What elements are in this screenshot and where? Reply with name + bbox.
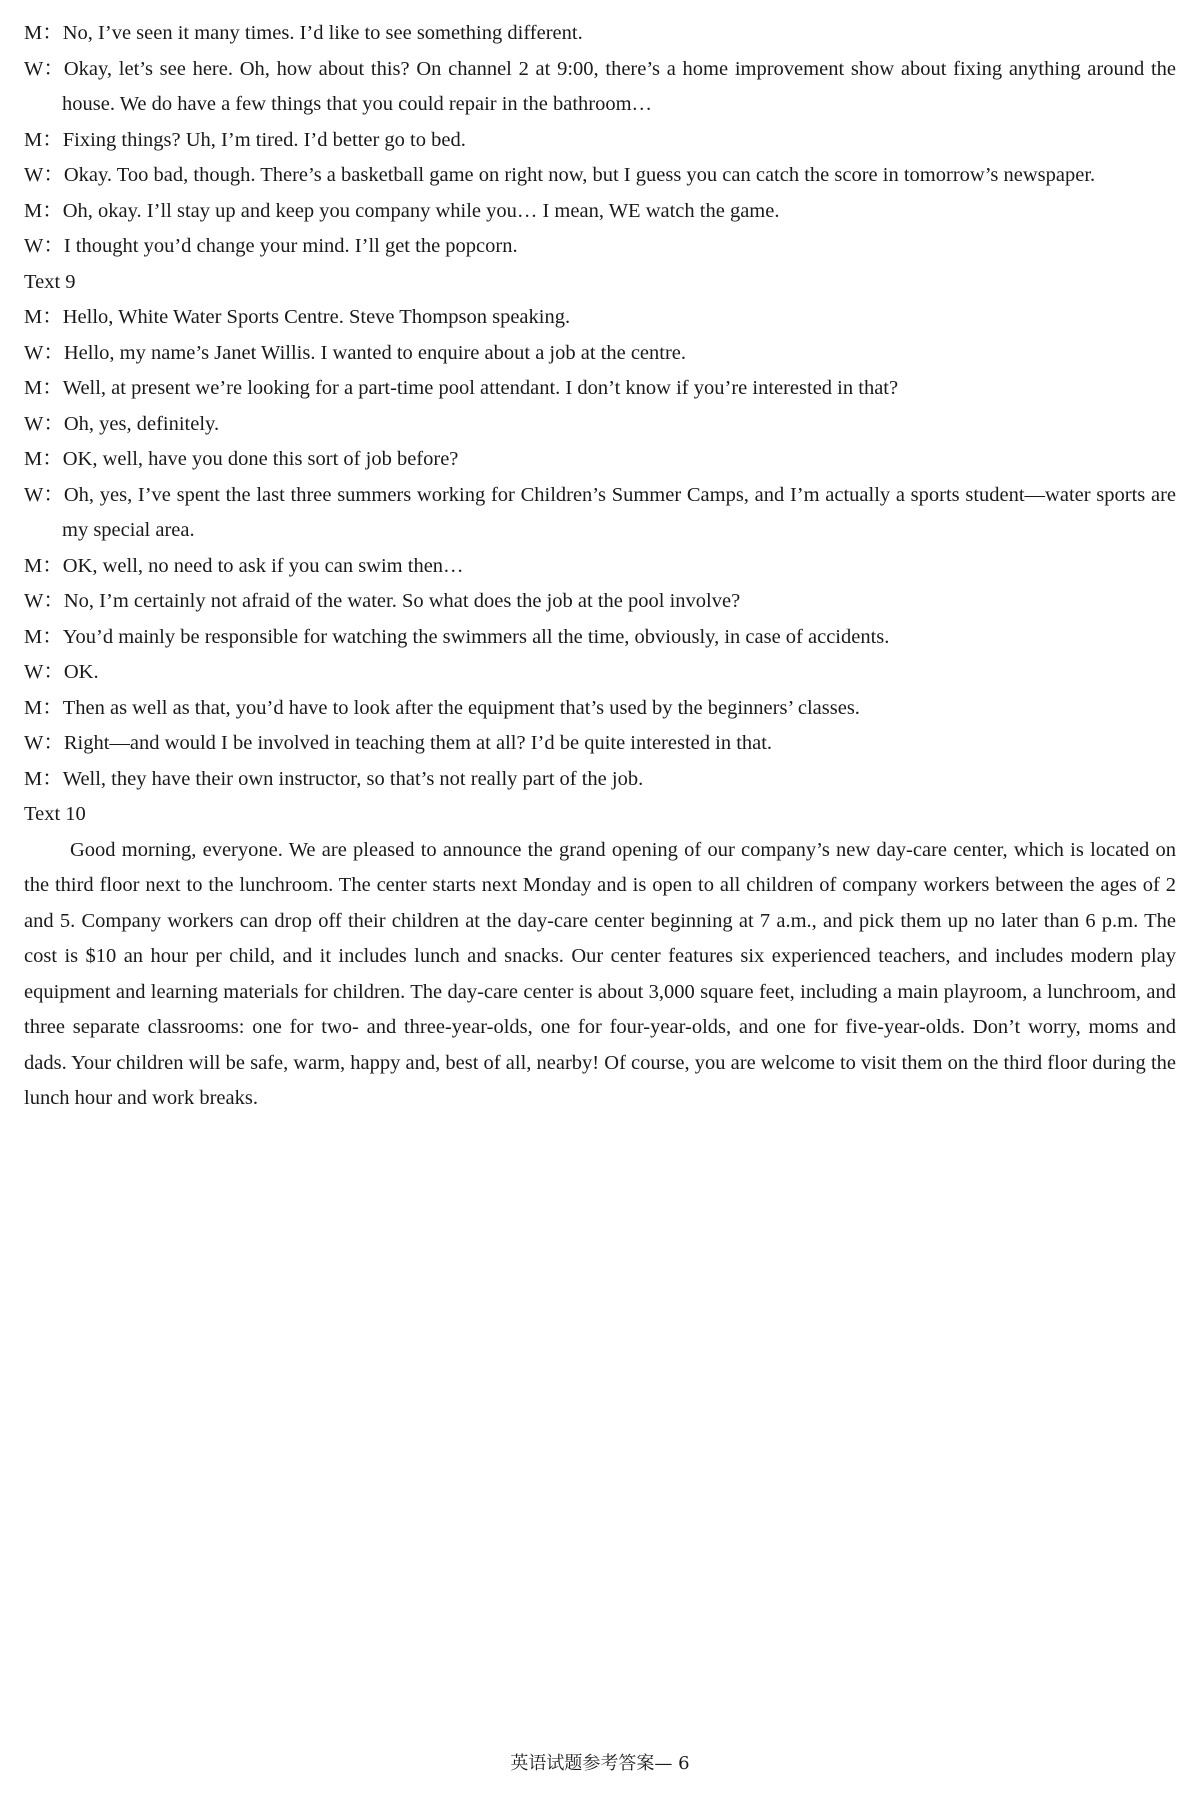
text9-heading: Text 9 [24, 270, 76, 293]
dialogue-line [24, 229, 1176, 265]
dialogue-line [24, 336, 1176, 372]
speaker-label: W： [24, 732, 64, 754]
dialogue-a [24, 16, 1176, 265]
page-content [24, 16, 1176, 1117]
dialogue-text: Hello, my name’s Janet Willis. I wanted to enquire about a job at the centre. [63, 341, 687, 364]
speaker-label: M： [24, 128, 63, 151]
dialogue-text: Okay. Too bad, though. There’s a basketball game on right now, but I guess you can catch the score in tomorrow’s newspaper. [63, 164, 1096, 186]
speaker-label: M： [24, 377, 63, 399]
dialogue-line [24, 726, 1176, 762]
text10-paragraph: Good morning, everyone. We are pleased to announce the grand opening of our company’s new day-care center, which is located on the third floor next to the lunchroom. The center starts next Monday and is open to all children of company workers between the ages of 2 and 5. Company workers can drop off their children at the day-care center beginning at 7 a.m., and pick them up no later than 6 p.m. The cost is $10 an hour per child, and it includes lunch and snacks. Our center features six experienced teachers, and includes modern play equipment and learning materials for children. The day-care center is about 3,000 square feet, including a main playroom, a lunchroom, and three separate classrooms: one for two- and three-year-olds, one for four-year-olds, and one for five-year-olds. Don’t worry, moms and dads. Your children will be safe, warm, happy and, best of all, nearby! Of course, you are welcome to visit them on the third floor during the lunch hour and work breaks. [24, 838, 1176, 1109]
dialogue-line [24, 407, 1176, 443]
speaker-label: W： [24, 590, 64, 612]
text10-heading: Text 10 [24, 803, 86, 825]
dialogue-text: OK. [63, 661, 99, 683]
dialogue-line [24, 52, 1176, 123]
speaker-label: W： [24, 661, 64, 683]
dialogue-text: Then as well as that, you’d have to look after the equipment that’s used by the beginners’ classes. [62, 696, 860, 719]
dialogue-text: Right—and would I be involved in teaching them at all? I’d be quite interested in that. [63, 732, 773, 754]
dialogue-text: OK, well, no need to ask if you can swim then… [62, 554, 464, 577]
speaker-label: W： [24, 164, 64, 186]
dialogue-line [24, 478, 1176, 549]
speaker-label: W： [24, 57, 64, 80]
dialogue-line [24, 158, 1176, 194]
page-footer: 英语试题参考答案— 6 [510, 1753, 690, 1774]
speaker-label: M： [24, 448, 63, 470]
dialogue-line [24, 123, 1176, 159]
dialogue-text: I thought you’d change your mind. I’ll get the popcorn. [63, 235, 518, 257]
dialogue-text: Oh, yes, I’ve spent the last three summers working for Children’s Summer Camps, and I’m actually a sports student—water sports are my special area. [62, 483, 1176, 541]
speaker-label: M： [24, 554, 63, 577]
speaker-label: M： [24, 696, 63, 719]
dialogue-text: Well, at present we’re looking for a part-time pool attendant. I don’t know if you’re interested in that? [62, 377, 899, 399]
dialogue-line [24, 691, 1176, 727]
dialogue-line [24, 194, 1176, 230]
speaker-label: M： [24, 199, 63, 222]
dialogue-line [24, 371, 1176, 407]
speaker-label: W： [24, 483, 64, 506]
dialogue-text: No, I’ve seen it many times. I’d like to see something different. [62, 22, 583, 44]
dialogue-line [24, 300, 1176, 336]
dialogue-line [24, 762, 1176, 798]
dialogue-line [24, 655, 1176, 691]
dialogue-text: Oh, okay. I’ll stay up and keep you company while you… I mean, WE watch the game. [62, 199, 780, 222]
dialogue-text: OK, well, have you done this sort of job before? [62, 448, 459, 470]
dialogue-text: Hello, White Water Sports Centre. Steve Thompson speaking. [62, 306, 571, 328]
dialogue-text: No, I’m certainly not afraid of the water. So what does the job at the pool involve? [63, 590, 741, 612]
dialogue-b [24, 300, 1176, 797]
speaker-label: W： [24, 341, 64, 364]
dialogue-text: Fixing things? Uh, I’m tired. I’d better go to bed. [62, 128, 466, 151]
dialogue-text: Okay, let’s see here. Oh, how about this? On channel 2 at 9:00, there’s a home improvement show about fixing anything around the house. We do have a few things that you could repair in the bathroom… [62, 57, 1176, 115]
dialogue-line [24, 442, 1176, 478]
dialogue-text: Oh, yes, definitely. [63, 412, 220, 435]
dialogue-line [24, 549, 1176, 585]
dialogue-line [24, 16, 1176, 52]
speaker-label: M： [24, 767, 63, 790]
dialogue-line [24, 584, 1176, 620]
speaker-label: W： [24, 235, 64, 257]
speaker-label: M： [24, 625, 63, 648]
dialogue-text: Well, they have their own instructor, so that’s not really part of the job. [62, 767, 644, 790]
speaker-label: M： [24, 22, 63, 44]
dialogue-text: You’d mainly be responsible for watching the swimmers all the time, obviously, in case of accidents. [62, 625, 890, 648]
speaker-label: W： [24, 412, 64, 435]
dialogue-line [24, 620, 1176, 656]
speaker-label: M： [24, 306, 63, 328]
